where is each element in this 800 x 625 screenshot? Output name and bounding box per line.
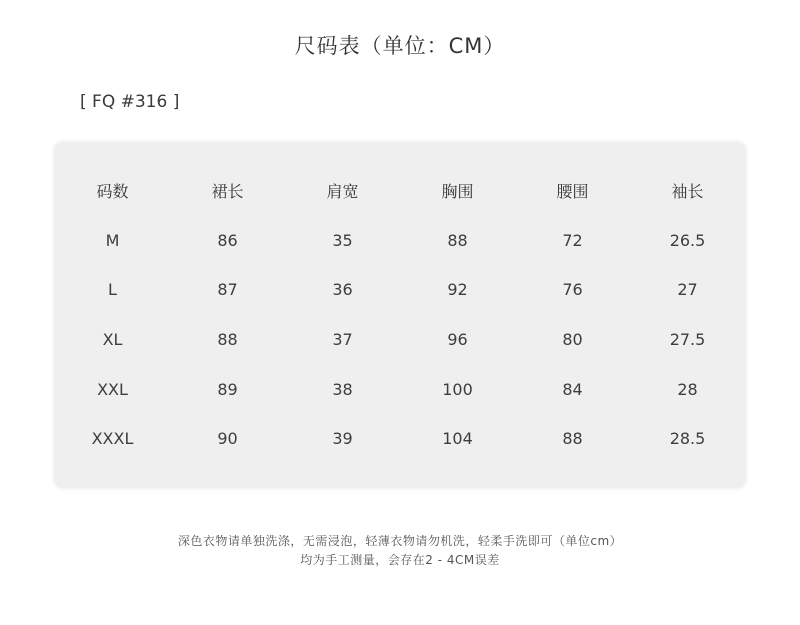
header-sleeve: 袖长 xyxy=(671,182,704,202)
cell-skirt-length: 88 xyxy=(217,330,238,350)
cell-shoulder: 35 xyxy=(332,230,353,250)
table-row xyxy=(55,216,745,266)
table-row xyxy=(55,315,745,365)
care-notes xyxy=(0,532,800,570)
care-note-line-2: 均为手工测量，会存在2 - 4CM误差 xyxy=(300,553,500,567)
header-size: 码数 xyxy=(96,182,129,202)
cell-shoulder: 36 xyxy=(332,280,353,300)
cell-waist: 76 xyxy=(562,280,583,300)
cell-shoulder: 37 xyxy=(332,330,353,350)
header-waist: 腰围 xyxy=(556,182,589,202)
cell-waist: 72 xyxy=(562,230,583,250)
table-row xyxy=(55,364,745,414)
cell-bust: 104 xyxy=(442,429,473,449)
cell-waist: 88 xyxy=(562,429,583,449)
table-row xyxy=(55,265,745,315)
cell-sleeve: 27 xyxy=(677,280,698,300)
care-note-line-1: 深色衣物请单独洗涤，无需浸泡，轻薄衣物请勿机洗，轻柔手洗即可（单位cm） xyxy=(177,534,623,548)
page-title: 尺码表（单位：CM） xyxy=(294,34,506,58)
cell-bust: 92 xyxy=(447,280,468,300)
size-table xyxy=(55,166,745,464)
cell-skirt-length: 90 xyxy=(217,429,238,449)
cell-sleeve: 27.5 xyxy=(669,330,706,350)
cell-size: XL xyxy=(102,330,123,350)
cell-sleeve: 26.5 xyxy=(669,230,706,250)
cell-shoulder: 39 xyxy=(332,429,353,449)
cell-sleeve: 28 xyxy=(677,379,698,399)
cell-skirt-length: 86 xyxy=(217,230,238,250)
cell-waist: 84 xyxy=(562,379,583,399)
size-table-card xyxy=(55,143,745,487)
header-shoulder: 肩宽 xyxy=(326,182,359,202)
product-code: [ FQ #316 ] xyxy=(80,92,180,112)
cell-size: XXXL xyxy=(91,429,134,449)
cell-size: L xyxy=(108,280,117,300)
cell-bust: 88 xyxy=(447,230,468,250)
header-bust: 胸围 xyxy=(441,182,474,202)
header-skirt-length: 裙长 xyxy=(211,182,244,202)
cell-waist: 80 xyxy=(562,330,583,350)
cell-shoulder: 38 xyxy=(332,379,353,399)
table-header-row xyxy=(55,166,745,216)
cell-size: M xyxy=(105,230,120,250)
cell-skirt-length: 89 xyxy=(217,379,238,399)
cell-size: XXL xyxy=(97,379,128,399)
cell-skirt-length: 87 xyxy=(217,280,238,300)
cell-bust: 96 xyxy=(447,330,468,350)
cell-sleeve: 28.5 xyxy=(669,429,706,449)
table-row xyxy=(55,414,745,464)
cell-bust: 100 xyxy=(442,379,473,399)
